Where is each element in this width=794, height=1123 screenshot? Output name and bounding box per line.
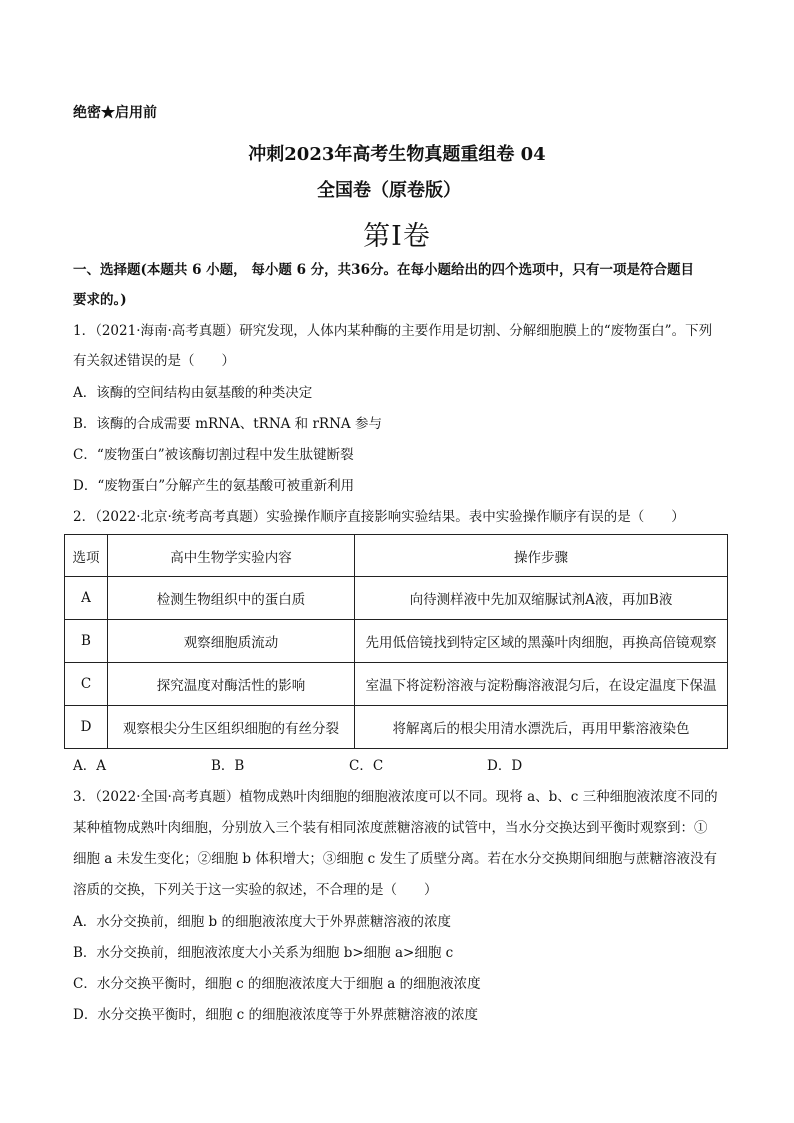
section-instructions-line1: 一、选择题(本题共 6 小题， 每小题 6 分，共36分。在每小题给出的四个选项中，只有一项是符合题目 — [73, 262, 694, 278]
experiment-table — [64, 534, 728, 749]
table-cell: 观察根尖分生区组织细胞的有丝分裂 — [108, 706, 355, 749]
exam-subtitle: 全国卷（原卷版） — [317, 180, 461, 201]
q2-option-c[interactable]: C．C — [349, 758, 384, 774]
table-row — [65, 577, 728, 620]
q3-option-d[interactable]: D．水分交换平衡时，细胞 c 的细胞液浓度等于外界蔗糖溶液的浓度 — [73, 1007, 478, 1023]
table-cell: 将解离后的根尖用清水漂洗后，再用甲紫溶液染色 — [355, 706, 728, 749]
q3-stem-line2: 某种植物成熟叶肉细胞，分别放入三个装有相同浓度蔗糖溶液的试管中，当水分交换达到平衡时观察到：① — [73, 820, 708, 836]
table-cell: C — [65, 663, 108, 706]
table-cell: B — [65, 620, 108, 663]
q1-option-b[interactable]: B．该酶的合成需要 mRNA、tRNA 和 rRNA 参与 — [73, 416, 382, 432]
q3-option-a[interactable]: A．水分交换前，细胞 b 的细胞液浓度大于外界蔗糖溶液的浓度 — [73, 914, 451, 930]
q2-option-b[interactable]: B．B — [211, 758, 245, 774]
part-heading: 第I卷 — [363, 221, 431, 252]
table-cell: 向待测样液中先加双缩脲试剂A液，再加B液 — [355, 577, 728, 620]
q1-stem-line1: 1．（2021·海南·高考真题）研究发现，人体内某种酶的主要作用是切割、分解细胞膜上的“废物蛋白”。下列 — [73, 323, 713, 339]
table-cell: 检测生物组织中的蛋白质 — [108, 577, 355, 620]
table-cell: A — [65, 577, 108, 620]
table-row — [65, 620, 728, 663]
q3-option-c[interactable]: C．水分交换平衡时，细胞 c 的细胞液浓度大于细胞 a 的细胞液浓度 — [73, 976, 481, 992]
section-instructions-line2: 要求的。) — [73, 292, 127, 308]
q2-option-d[interactable]: D．D — [487, 758, 523, 774]
q3-option-b[interactable]: B．水分交换前，细胞液浓度大小关系为细胞 b>细胞 a>细胞 c — [73, 945, 454, 961]
secret-mark: 绝密★启用前 — [73, 105, 157, 121]
table-cell: D — [65, 706, 108, 749]
q3-stem-line3: 细胞 a 未发生变化；②细胞 b 体积增大；③细胞 c 发生了质壁分离。若在水分交换期间细胞与蔗糖溶液没有 — [73, 851, 717, 867]
table-cell: 观察细胞质流动 — [108, 620, 355, 663]
table-cell: 先用低倍镜找到特定区域的黑藻叶肉细胞，再换高倍镜观察 — [355, 620, 728, 663]
table-header-cell: 选项 — [65, 535, 108, 577]
q1-stem-line2: 有关叙述错误的是（ ） — [73, 353, 235, 369]
q1-option-d[interactable]: D．“废物蛋白”分解产生的氨基酸可被重新利用 — [73, 478, 355, 494]
q3-stem-line4: 溶质的交换，下列关于这一实验的叙述，不合理的是（ ） — [73, 882, 438, 898]
q2-answer-options — [73, 758, 625, 774]
q1-option-a[interactable]: A．该酶的空间结构由氨基酸的种类决定 — [73, 385, 313, 401]
table-row — [65, 663, 728, 706]
table-cell: 室温下将淀粉溶液与淀粉酶溶液混匀后，在设定温度下保温 — [355, 663, 728, 706]
table-row — [65, 706, 728, 749]
exam-title: 冲刺2023年高考生物真题重组卷 04 — [248, 144, 546, 165]
table-header-row — [65, 535, 728, 577]
table-header-cell: 操作步骤 — [355, 535, 728, 577]
table-header-cell: 高中生物学实验内容 — [108, 535, 355, 577]
q2-option-a[interactable]: A．A — [73, 758, 106, 774]
q2-stem: 2．（2022·北京·统考高考真题）实验操作顺序直接影响实验结果。表中实验操作顺序有误的是（ ） — [73, 509, 685, 525]
q3-stem-line1: 3．（2022·全国·高考真题）植物成熟叶肉细胞的细胞液浓度可以不同。现将 a、b、c 三种细胞液浓度不同的 — [73, 789, 718, 805]
q1-option-c[interactable]: C．“废物蛋白”被该酶切割过程中发生肽键断裂 — [73, 447, 354, 463]
table-cell: 探究温度对酶活性的影响 — [108, 663, 355, 706]
